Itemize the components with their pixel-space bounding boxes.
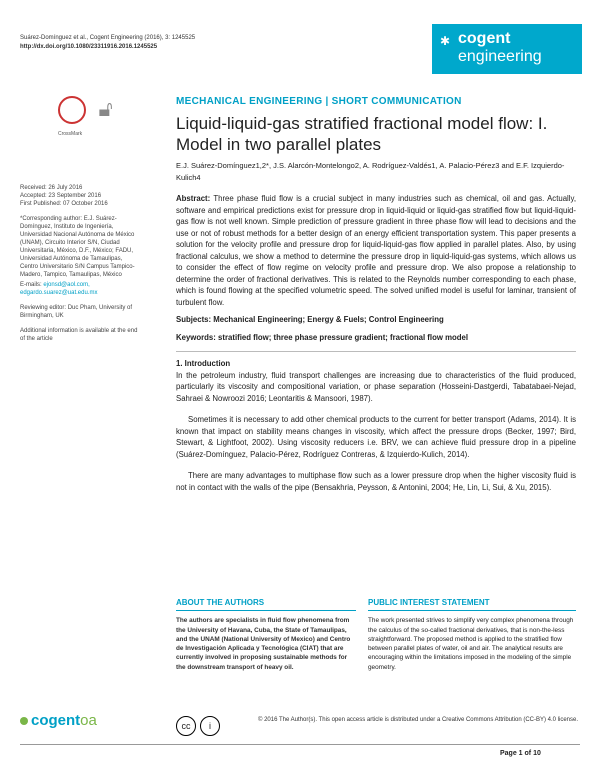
reviewing-editor: Reviewing editor: Duc Pham, University of Birmingham, UK	[20, 305, 133, 319]
about-authors-box	[176, 598, 356, 672]
badges	[58, 96, 113, 137]
accepted-date: Accepted: 23 September 2016	[20, 193, 102, 199]
section-tag: MECHANICAL ENGINEERING | SHORT COMMUNICATION	[176, 96, 462, 107]
footer-logo-suffix: oa	[80, 712, 97, 729]
published-date: First Published: 07 October 2016	[20, 201, 108, 207]
about-heading: ABOUT THE AUTHORS	[176, 598, 356, 611]
intro-paragraph-1: In the petroleum industry, fluid transport challenges are increasing due to characteristics of the fluid produced, particularly its viscosity and compositional variation, or phase separation (Hosseini-Dastgerdi, Tabatabaei-Nejad, Sahraei & Nowroozi 2016; Leontaritis & Mansoori, 1987).	[176, 370, 576, 403]
open-access-icon: 🔓︎	[98, 96, 113, 121]
subjects	[176, 314, 576, 326]
intro-paragraph-2: Sometimes it is necessary to add other chemical products to the current for better transport (Adams, 2014). It is known that impact on stability means changes in viscosity, which affect the pressure drops (Becker, 1997; Bird, Stewart, & Lightfoot, 2002). Using viscosity reducers i.e. BRV, we can achieve fluid pressure drop in a pipeline (Suárez-Domínguez, Palacio-Pérez, Rodríguez Contreras, & Izquierdo-Kulich, 2014).	[176, 415, 576, 459]
footer-divider	[20, 744, 580, 745]
journal-logo	[432, 24, 582, 74]
citation-line: Suárez-Domínguez et al., Cogent Engineering (2016), 3: 1245525	[20, 35, 196, 41]
received-date: Received: 26 July 2016	[20, 185, 83, 191]
abstract-text: Three phase fluid flow is a crucial subject in many industries such as chemical, oil and gas. Actually, software and empirical predictions exist for pressure drop in liquid-liquid or liquid-gas stratified flow but liquid-liquid-gas flow is not well known. Simple prediction of pressure gradient in three phase flow will lead to decisions and the use or not of robust methods for a better design of an energy efficient transportation system. This paper presents a solution for the velocity profile and pressure drop for liquid-liquid-gas flow applied in parallel plates. Also, by using fractional calculus, we show a method to determine the pressure drop in liquid-liquid-gas systems, which allows us to consider the effect of flow regime on velocity profile and pressure drop. We also propose a relationship to determine the order of fractional derivatives. This is related to the Reynolds number corresponding to each phase, which is found flowing at the specified volumetric speed. The solved unified model is useful for laminar, transient of turbulent flow.	[176, 194, 576, 307]
doi-link[interactable]: http://dx.doi.org/10.1080/23311916.2016.1245525	[20, 44, 158, 50]
logo-dots-icon: ✱	[440, 34, 451, 48]
footer-logo-text: cogent	[31, 712, 81, 729]
about-text: The authors are specialists in fluid flow phenomena from the University of Havana, Cuba, the State of Tamaulipas, and the UNAM (National University of Mexico) and Centro de Investigación Aplicada y Tecnológica (CIAT) that are currently involved in proposing sustainable methods for the downstream transport of heavy oil.	[176, 617, 351, 671]
crossmark-label: CrossMark	[58, 131, 83, 137]
corresponding-author: *Corresponding author: E.J. Suárez-Domínguez, Instituto de Ingeniería, Universidad Nacional Autónoma de México (UNAM), Circuito Interior S/N, Ciudad Universitaria, México, D.F., México; FADU, Universidad Autónoma de Tamaulipas, Centro Universitario S/N Campus Tampico-Madero, Tampico, Tamaulipas, México	[20, 216, 135, 278]
additional-info: Additional information is available at the end of the article	[20, 328, 138, 342]
intro-heading: 1. Introduction	[176, 359, 231, 368]
cc-icon: cc	[176, 716, 196, 736]
public-interest-box	[368, 598, 576, 672]
oa-dot-icon	[20, 717, 28, 725]
logo-engineering: engineering	[458, 48, 542, 65]
keywords	[176, 332, 576, 344]
article-title: Liquid-liquid-gas stratified fractional model flow: I. Model in two parallel plates	[176, 114, 548, 154]
abstract	[176, 193, 576, 308]
cc-license-icons[interactable]	[176, 716, 224, 736]
authors: E.J. Suárez-Domínguez1,2*, J.S. Alarcón-Montelongo2, A. Rodríguez-Valdés1, A. Palacio-Pérez3 and E.F. Izquierdo-Kulich4	[176, 161, 565, 182]
by-icon: i	[200, 716, 220, 736]
intro-paragraph-3: There are many advantages to multiphase flow such as a lower pressure drop when the higher viscosity fluid is not in contact with the walls of the pipe (Bensakhria, Peysson, & Antonini, 2004; He, Lin, Li, Sui, & Xu, 2015).	[176, 471, 576, 492]
emails-link[interactable]: ejonsd@aol.com, edgardo.suarez@uat.edu.mx	[20, 282, 98, 296]
abstract-label: Abstract:	[176, 194, 211, 203]
logo-cogent: cogent	[458, 30, 511, 47]
subjects-text: Mechanical Engineering; Energy & Fuels; Control Engineering	[213, 315, 444, 324]
keywords-text: stratified flow; three phase pressure gradient; fractional flow model	[218, 332, 469, 342]
public-interest-heading: PUBLIC INTEREST STATEMENT	[368, 598, 576, 611]
footer-logo	[20, 712, 97, 729]
sidebar	[20, 184, 138, 350]
crossmark-icon[interactable]	[58, 96, 86, 124]
main-column	[176, 193, 576, 493]
citation-header	[20, 34, 195, 52]
emails-label: E-mails:	[20, 282, 42, 288]
page-number: Page 1 of 10	[500, 750, 541, 757]
divider	[176, 351, 576, 352]
public-interest-text: The work presented strives to simplify very complex phenomena through the calculus of the so-called fractional derivatives, that is non-the-less straightforward. The proposed method is applied to the stratified flow between parallel plates of water, oil and air. The analytical results are encouraging within the limitations imposed in the modeling of the simple geometry.	[368, 617, 574, 671]
keywords-label: Keywords:	[176, 332, 216, 342]
subjects-label: Subjects:	[176, 315, 212, 324]
license-text: © 2016 The Author(s). This open access article is distributed under a Creative Commons Attribution (CC-BY) 4.0 license.	[258, 717, 579, 723]
